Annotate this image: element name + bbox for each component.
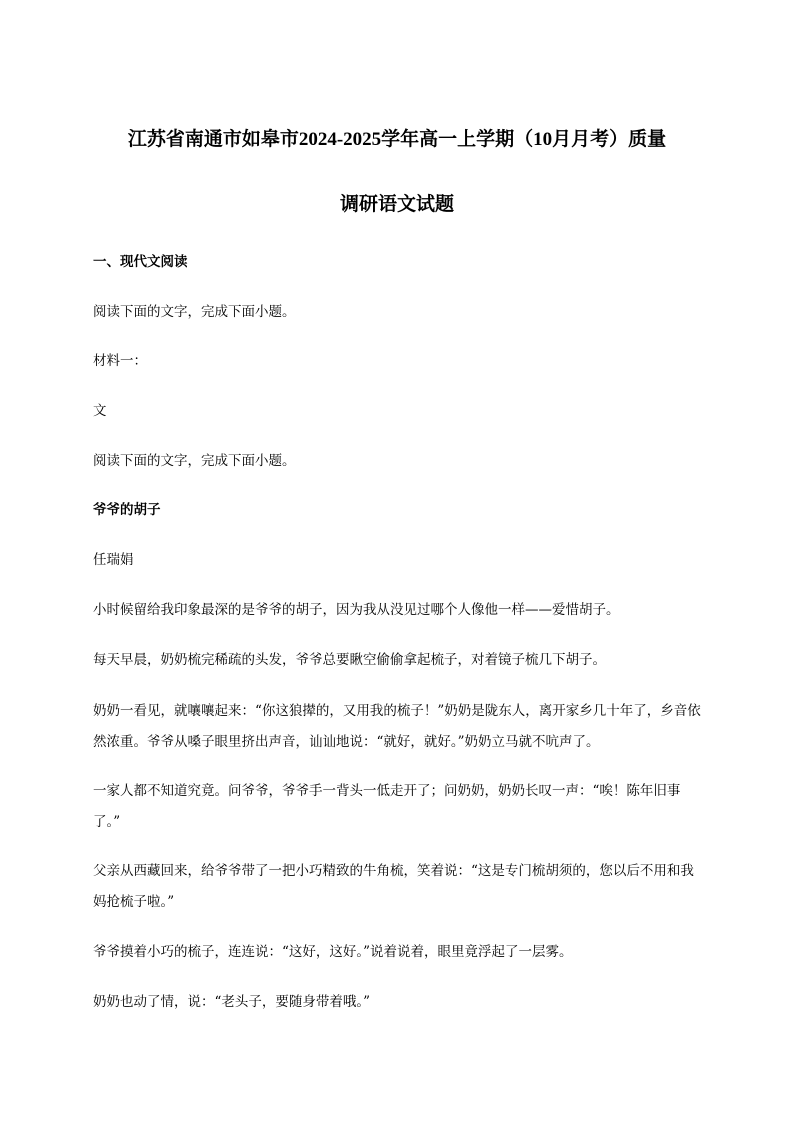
story-author: 任瑞娟: [93, 552, 134, 568]
material-label: 材料一：: [93, 353, 147, 369]
instruction-2: 阅读下面的文字，完成下面小题。: [93, 453, 296, 469]
text-label: 文: [93, 403, 107, 419]
story-paragraph: 每天早晨，奶奶梳完稀疏的头发，爷爷总要瞅空偷偷拿起梳子，对着镜子梳几下胡子。: [93, 652, 606, 668]
document-title-line-2: 调研语文试题: [339, 194, 454, 215]
document-title-line-1: 江苏省南通市如皋市2024-2025学年高一上学期（10月月考）质量: [127, 129, 667, 150]
story-paragraph: 爷爷摸着小巧的梳子，连连说：“这好，这好。”说着说着，眼里竟浮起了一层雾。: [93, 944, 573, 960]
story-paragraph: 小时候留给我印象最深的是爷爷的胡子，因为我从没见过哪个人像他一样——爱惜胡子。: [93, 602, 620, 618]
instruction-1: 阅读下面的文字，完成下面小题。: [93, 304, 296, 320]
section-heading: 一、现代文阅读: [93, 254, 188, 270]
story-paragraph: 父亲从西藏回来，给爷爷带了一把小巧精致的牛角梳，笑着说：“这是专门梳胡须的，您以后不用和我妈抢梳子啦。”: [93, 863, 694, 910]
story-title: 爷爷的胡子: [93, 502, 161, 518]
story-paragraph: 奶奶也动了情，说：“老头子，要随身带着哦。”: [93, 994, 371, 1010]
story-paragraph: 一家人都不知道究竟。问爷爷，爷爷手一背头一低走开了；问奶奶，奶奶长叹一声：“唉！陈年旧事了。”: [93, 783, 681, 830]
story-paragraph: 奶奶一看见，就嚷嚷起来：“你这狼撵的，又用我的梳子！”奶奶是陇东人，离开家乡几十年了，乡音依然浓重。爷爷从嗓子眼里挤出声音，讪讪地说：“就好，就好。”奶奶立马就不吭声了。: [93, 703, 701, 750]
